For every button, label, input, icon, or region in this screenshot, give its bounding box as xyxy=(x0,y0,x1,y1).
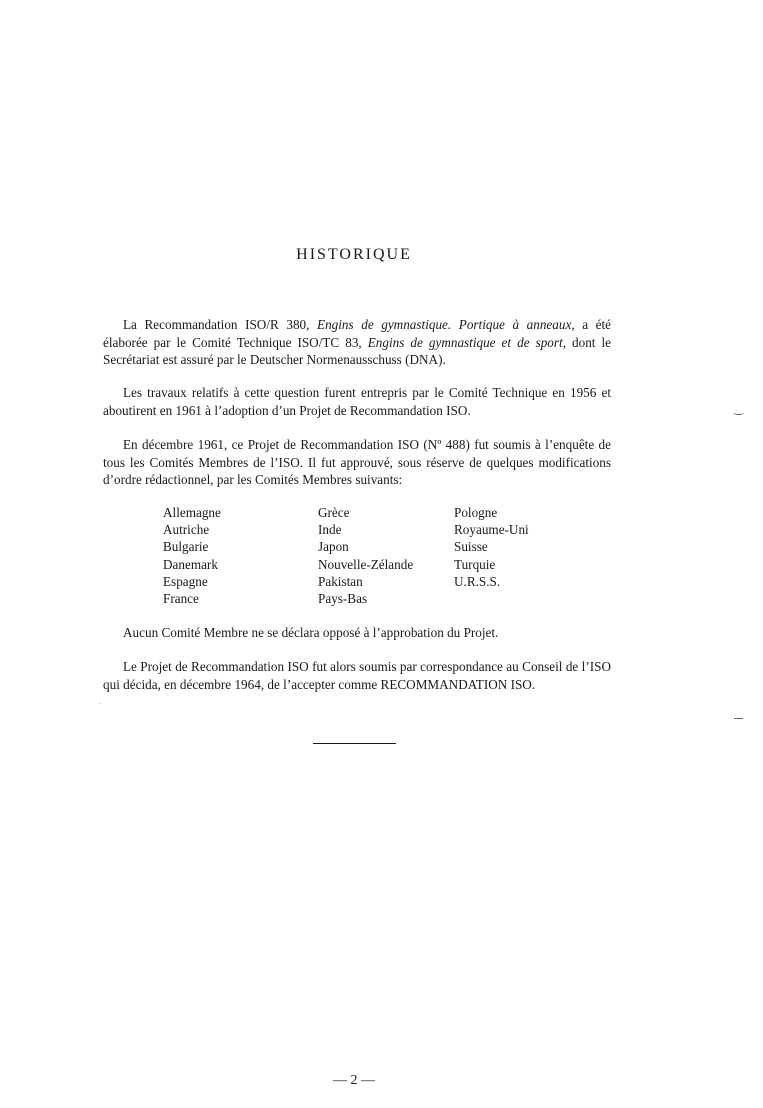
page-number: — 2 — xyxy=(333,1073,375,1088)
country-column-3 xyxy=(454,504,529,590)
origin-title-italic: Engins de gymnastique. Portique à anneaux xyxy=(317,317,572,332)
country-item: Pays-Bas xyxy=(318,590,368,606)
country-item: Turquie xyxy=(454,556,496,572)
committee-title-italic: Engins de gymnastique et de sport xyxy=(367,334,563,350)
section-divider xyxy=(313,743,396,744)
paragraph-no-opposition xyxy=(103,624,611,642)
country-column-2 xyxy=(318,504,413,607)
country-item: Nouvelle-Zélande xyxy=(318,556,414,572)
country-item: Suisse xyxy=(454,539,488,555)
country-item: U.R.S.S. xyxy=(454,573,501,589)
paragraph-acceptance xyxy=(103,658,611,693)
origin-text-2: , a été élaborée par le Comité Technique ISO/TC 83, xyxy=(103,317,611,350)
paragraph-enquiry xyxy=(103,436,611,489)
acceptance-text: Le Projet de Recommandation ISO fut alors soumis par correspondance au Conseil de l’ISO qui décida, en décembre 1964, de l’accepter comme RECOMMANDATION ISO. xyxy=(103,659,611,692)
country-item: Royaume-Uni xyxy=(454,522,529,538)
scan-speck xyxy=(100,703,101,704)
country-item: Japon xyxy=(318,539,349,555)
no-opposition-text: Aucun Comité Membre ne se déclara opposé à l’approbation du Projet. xyxy=(123,625,499,640)
country-item: Autriche xyxy=(163,522,210,538)
country-item: Bulgarie xyxy=(163,539,209,555)
country-item: Inde xyxy=(318,522,342,538)
work-text: Les travaux relatifs à cette question furent entrepris par le Comité Technique en 1956 et aboutirent en 1961 à l’adoption d’un Projet de Recommandation ISO. xyxy=(103,385,611,418)
margin-mark xyxy=(734,718,743,719)
enquiry-text: En décembre 1961, ce Projet de Recommandation ISO (Nº 488) fut soumis à l’enquête de tous les Comités Membres de l’ISO. Il fut approuvé, sous réserve de quelques modifications d’ordre rédactionnel, par les Comités Membres suivants: xyxy=(103,437,611,487)
country-item: Espagne xyxy=(163,573,208,589)
country-item: Pologne xyxy=(454,505,498,520)
country-column-1 xyxy=(163,504,221,607)
country-item: France xyxy=(163,590,199,606)
paragraph-work xyxy=(103,384,611,419)
country-item: Allemagne xyxy=(163,505,221,520)
page-title: HISTORIQUE xyxy=(296,246,412,263)
country-item: Pakistan xyxy=(318,573,363,589)
origin-text-1: La Recommandation ISO/R 380, xyxy=(123,317,318,332)
paragraph-origin xyxy=(103,316,611,369)
origin-text-3: , dont le Secrétariat est assuré par le Deutscher Normenausschuss (DNA). xyxy=(103,334,611,367)
country-item: Danemark xyxy=(163,556,218,572)
country-item: Grèce xyxy=(318,505,350,520)
margin-mark xyxy=(733,410,744,415)
